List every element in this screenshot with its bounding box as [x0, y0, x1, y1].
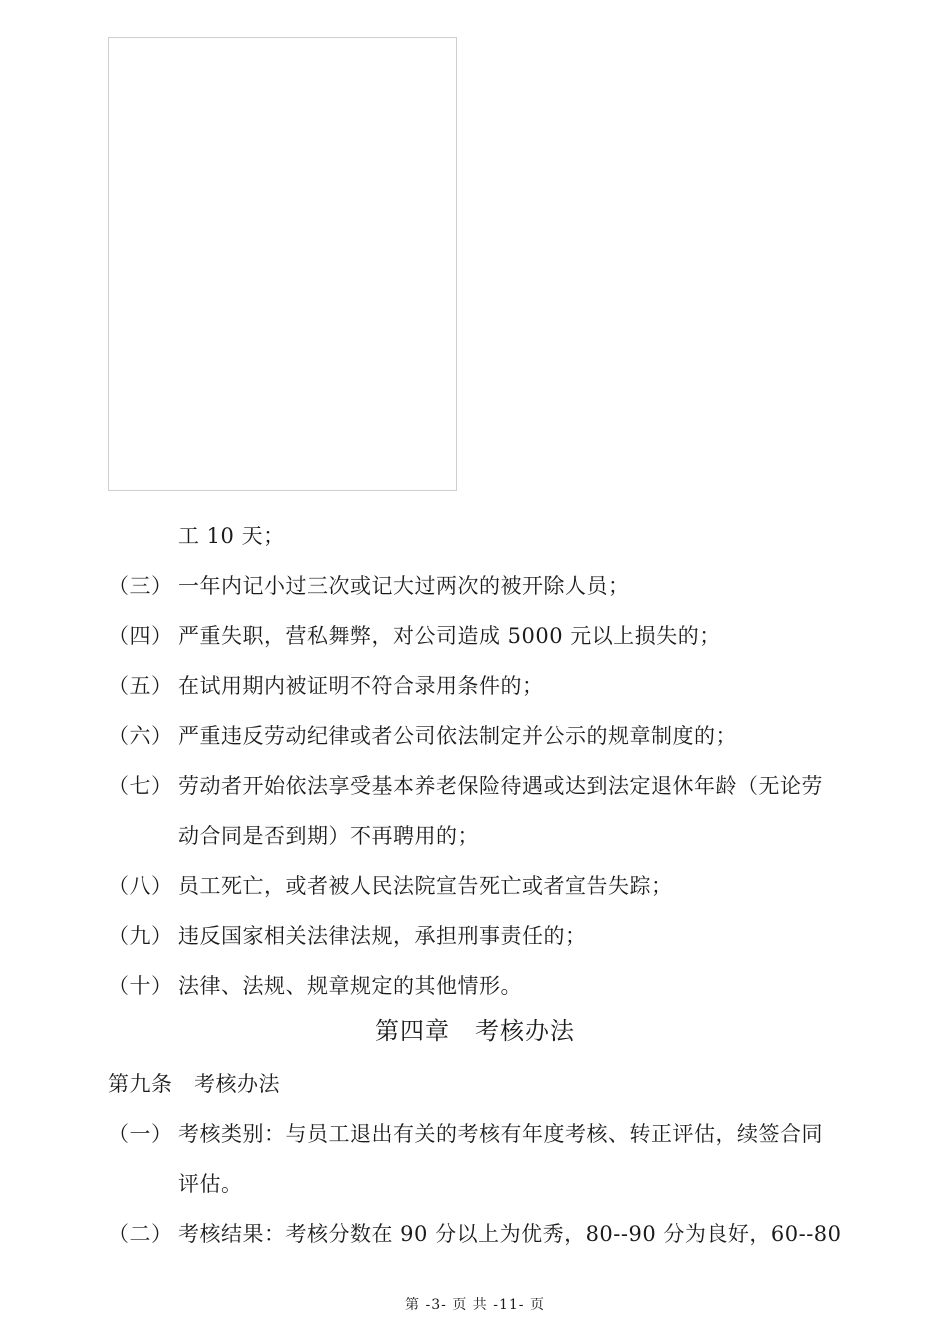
list-item-text: 一年内记小过三次或记大过两次的被开除人员；	[178, 574, 630, 598]
page-footer: 第 -3- 页 共 -11- 页	[405, 1297, 545, 1313]
list-item	[108, 772, 823, 800]
list-item	[108, 922, 587, 950]
list-item-number: （四）	[108, 624, 173, 648]
list-item-text: 考核结果：考核分数在 90 分以上为优秀，80--90 分为良好，60--80	[178, 1222, 842, 1246]
list-item-text: 严重失职，营私舞弊，对公司造成 5000 元以上损失的；	[178, 624, 721, 648]
list-item	[108, 622, 721, 650]
chapter-heading: 第四章 考核办法	[375, 1017, 575, 1045]
list-item-continuation	[178, 1170, 243, 1198]
list-item-number: （六）	[108, 724, 173, 748]
list-item-number: （三）	[108, 574, 173, 598]
list-item-text: 考核类别：与员工退出有关的考核有年度考核、转正评估，续签合同	[178, 1122, 823, 1146]
list-item-text: 评估。	[178, 1172, 243, 1196]
list-item	[108, 722, 737, 750]
list-item-number: （八）	[108, 874, 173, 898]
list-item	[108, 672, 544, 700]
list-item-number: （十）	[108, 974, 173, 998]
list-item	[108, 572, 630, 600]
list-item	[108, 1220, 842, 1248]
list-item	[108, 1120, 823, 1148]
article-heading: 第九条 考核办法	[108, 1072, 280, 1096]
list-item-number: （二）	[108, 1222, 173, 1246]
blank-image-frame	[108, 37, 457, 491]
list-item-continuation	[178, 822, 479, 850]
list-item	[108, 972, 522, 1000]
list-item-number: （七）	[108, 774, 173, 798]
list-item-text: 在试用期内被证明不符合录用条件的；	[178, 674, 544, 698]
list-item-number: （五）	[108, 674, 173, 698]
list-item-number: （九）	[108, 924, 173, 948]
paragraph-text: 工 10 天；	[178, 524, 285, 548]
list-item-text: 员工死亡，或者被人民法院宣告死亡或者宣告失踪；	[178, 874, 673, 898]
list-item-text: 法律、法规、规章规定的其他情形。	[178, 974, 522, 998]
paragraph-line	[178, 522, 285, 550]
list-item-text: 违反国家相关法律法规，承担刑事责任的；	[178, 924, 587, 948]
list-item-number: （一）	[108, 1122, 173, 1146]
list-item-text: 严重违反劳动纪律或者公司依法制定并公示的规章制度的；	[178, 724, 737, 748]
list-item-text: 动合同是否到期）不再聘用的；	[178, 824, 479, 848]
list-item	[108, 872, 673, 900]
list-item-text: 劳动者开始依法享受基本养老保险待遇或达到法定退休年龄（无论劳	[178, 774, 823, 798]
